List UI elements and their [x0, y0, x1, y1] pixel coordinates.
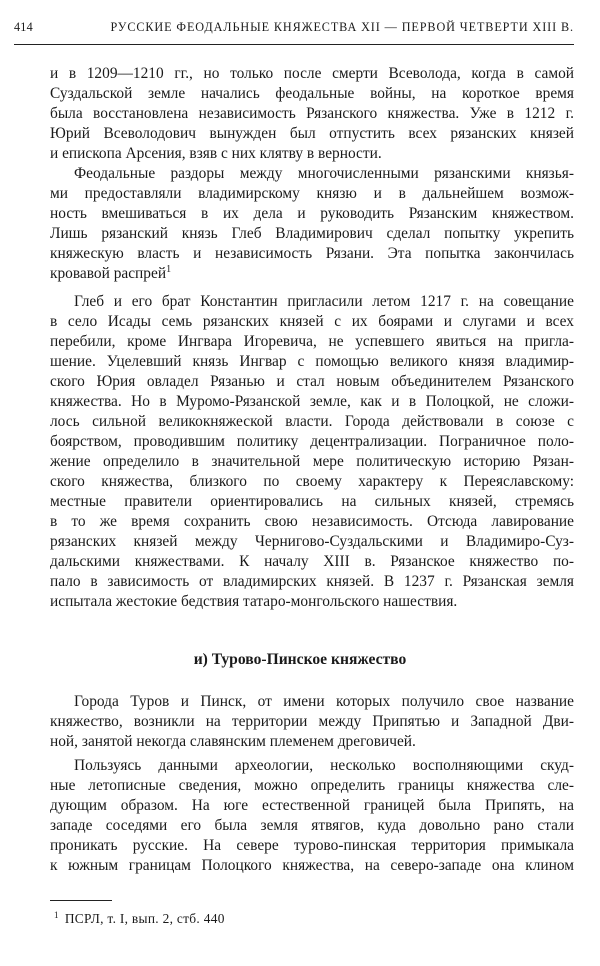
- text-line: лось сильной великокняжеской власти. Города действовали в союзе с: [50, 413, 574, 430]
- text-line: жение определило в значительной мере политическую историю Рязан-: [50, 453, 574, 470]
- text-line: Пользуясь данными археологии, несколько восполняющими скуд-: [74, 757, 574, 774]
- text-line: шение. Уцелевший князь Ингвар с помощью великого князя владимир-: [50, 353, 574, 370]
- text-line: княжескую власть и независимость Рязани. Эта попытка закончилась: [50, 245, 574, 262]
- text-line: ского княжества, близкого по своему характеру к Переяславскому:: [50, 473, 574, 490]
- text-line: Города Туров и Пинск, от имени которых получило свое название: [74, 693, 574, 710]
- text-line: в село Исады семь рязанских князей с их боярами и слугами и всех: [50, 313, 574, 330]
- text-line: и в 1209—1210 гг., но только после смерти Всеволода, когда в самой: [50, 65, 574, 82]
- footnote: [54, 910, 225, 928]
- text-line: проникать русские. На севере турово-пинская территория примыкала: [50, 837, 574, 854]
- text-line: ского Юрия овладел Рязанью и стал новым объединителем Рязанского: [50, 373, 574, 390]
- section-heading: и) Турово-Пинское княжество: [193, 651, 407, 668]
- text-line: княжество, возникли на территории между Припятью и Западной Дви-: [50, 713, 574, 730]
- footnote-text: ПСРЛ, т. I, вып. 2, стб. 440: [64, 911, 225, 926]
- text-line: княжества. Но в Муромо-Рязанской земле, как и в Полоцкой, не сложи-: [50, 393, 574, 410]
- text-line: перебили, кроме Ингвара Игоревича, не успевшего явиться на пригла-: [50, 333, 574, 350]
- line-text: кровавой распрей: [50, 265, 167, 282]
- footnote-rule: [50, 900, 112, 901]
- text-line: Феодальные раздоры между многочисленными рязанскими князья-: [74, 165, 574, 182]
- footnote-marker: 1: [54, 909, 59, 920]
- header-rule: [14, 44, 574, 45]
- text-line: испытала жестокие бедствия татаро-монгольского нашествия.: [50, 593, 458, 610]
- text-line: ность вмешиваться в их дела и руководить Рязанским княжеством.: [50, 205, 574, 222]
- text-line: ми предоставляли владимирскому князю и в дальнейшем возмож-: [50, 185, 574, 202]
- text-line: Глеб и его брат Константин пригласили летом 1217 г. на совещание: [74, 293, 574, 310]
- text-line: ной, занятой некогда славянским племенем дреговичей.: [50, 733, 416, 750]
- text-line: в то же время сохранить свою независимость. Отсюда лавирование: [50, 513, 574, 530]
- text-line: боярством, проводившим политику децентрализации. Пограничное поло-: [50, 433, 574, 450]
- text-line: пало в зависимость от владимирских князей. В 1237 г. Рязанская земля: [50, 573, 574, 590]
- text-line: дальскими княжествами. К началу XIII в. Рязанское княжество по-: [50, 553, 574, 570]
- text-line: Юрий Всеволодович вынужден был отпустить всех рязанских князей: [50, 125, 574, 142]
- text-line: к южным границам Полоцкого княжества, на северо-западе она клином: [50, 857, 574, 874]
- running-title: РУССКИЕ ФЕОДАЛЬНЫЕ КНЯЖЕСТВА XII — ПЕРВОЙ ЧЕТВЕРТИ XIII В.: [110, 20, 574, 34]
- text-line: дующим образом. На юге естественной границей была Припять, на: [50, 797, 574, 814]
- text-line: Суздальской земле начались феодальные войны, на короткое время: [50, 85, 574, 102]
- text-line: местные правители ориентировались на сильных князей, стремясь: [50, 493, 574, 510]
- footnote-reference: 1: [166, 263, 172, 275]
- text-line: западе соседями его была земля ятвягов, куда довольно рано стали: [50, 817, 574, 834]
- text-line: [50, 264, 574, 284]
- text-line: была восстановлена независимость Рязанского княжества. Уже в 1212 г.: [50, 105, 574, 122]
- text-line: ные летописные сведения, можно определить границы княжества сле-: [50, 777, 574, 794]
- running-header: [14, 20, 574, 35]
- text-line: рязанских князей между Чернигово-Суздальскими и Владимиро-Суз-: [50, 533, 574, 550]
- text-line: и епископа Арсения, взяв с них клятву в верности.: [50, 145, 382, 162]
- page-number: 414: [14, 20, 33, 34]
- text-line: Лишь рязанский князь Глеб Владимирович сделал попытку укрепить: [50, 225, 574, 242]
